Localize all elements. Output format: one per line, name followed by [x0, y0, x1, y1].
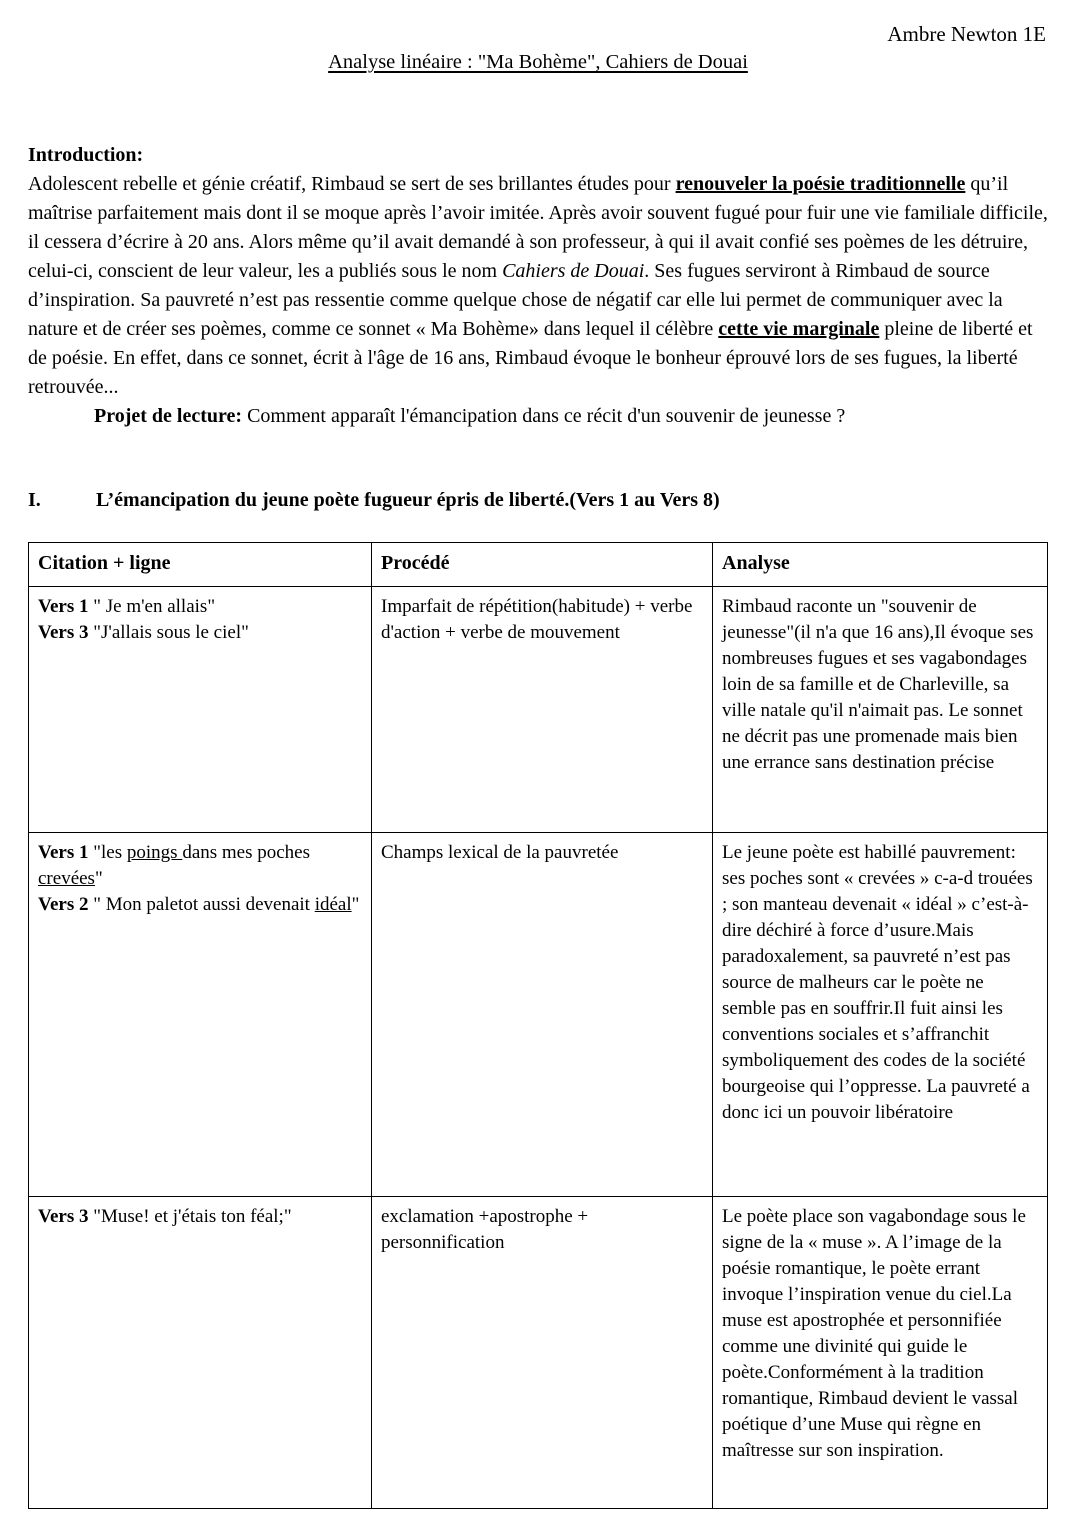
table-row-vers1-3 — [29, 587, 1048, 833]
analyse-cell: Le poète place son vagabondage sous le signe de la « muse ». A l’image de la poésie romantique, le poète errant invoque l’inspiration venue du ciel.La muse est apostrophée et personnifiée comme une divinité qui guide le poète.Conformément à la tradition romantique, Rimbaud devient le vassal poétique d’une Muse qui règne en maîtresse sur son inspiration. — [713, 1197, 1048, 1509]
table-row-muse — [29, 1197, 1048, 1509]
citation-cell: Vers 3 "Muse! et j'étais ton féal;" — [29, 1197, 372, 1509]
analysis-table — [28, 542, 1048, 1509]
section-1-numeral: I. — [28, 489, 41, 511]
column-header-citation: Citation + ligne — [29, 543, 372, 587]
section-1-heading — [28, 486, 1048, 515]
author-name: Ambre Newton 1E — [887, 22, 1046, 46]
table-header-row — [29, 543, 1048, 587]
procede-cell: exclamation +apostrophe + personnification — [372, 1197, 713, 1509]
projet-de-lecture-line: Projet de lecture: Comment apparaît l'émancipation dans ce récit d'un souvenir de jeunesse ? — [94, 405, 846, 427]
column-header-analyse: Analyse — [713, 543, 1048, 587]
procede-cell: Imparfait de répétition(habitude) + verbe d'action + verbe de mouvement — [372, 587, 713, 833]
introduction-section — [28, 141, 1048, 460]
document-title: Analyse linéaire : "Ma Bohème", Cahiers de Douai — [328, 51, 748, 73]
analyse-cell: Le jeune poète est habillé pauvrement: ses poches sont « crevées » c-a-d trouées ; son manteau devenait « idéal » c’est-à-dire déchiré à force d’usure.Mais paradoxalement, sa pauvreté n’est pas source de malheurs car le poète ne semble pas en souffrir.Il fuit ainsi les conventions sociales et s’affranchit symboliquement des codes de la société bourgeoise qui l’oppresse. La pauvreté a donc ici un pouvoir libératoire — [713, 833, 1048, 1197]
analyse-cell: Rimbaud raconte un "souvenir de jeunesse"(il n'a que 16 ans),Il évoque ses nombreuses fugues et ses vagabondages loin de sa famille et de Charleville, sa ville natale qu'il n'aimait pas. Le sonnet ne décrit pas une promenade mais bien une errance sans destination précise — [713, 587, 1048, 833]
introduction-heading: Introduction: — [28, 144, 144, 166]
table-row-pauvrete — [29, 833, 1048, 1197]
citation-cell: Vers 1 " Je m'en allais" Vers 3 "J'allais sous le ciel" — [29, 587, 372, 833]
procede-cell: Champs lexical de la pauvretée — [372, 833, 713, 1197]
section-1-title: L’émancipation du jeune poète fugueur épris de liberté.(Vers 1 au Vers 8) — [96, 489, 720, 511]
column-header-procede: Procédé — [372, 543, 713, 587]
introduction-paragraph: Adolescent rebelle et génie créatif, Rimbaud se sert de ses brillantes études pour renouveler la poésie traditionnelle qu’il maîtrise parfaitement mais dont il se moque après l’avoir imitée. Après avoir souvent fugué pour fuir une vie familiale difficile, il cessera d’écrire à 20 ans. Alors même qu’il avait demandé à son professeur, à qui il avait confié ses poèmes de les détruire, celui-ci, conscient de leur valeur, les a publiés sous le nom Cahiers de Douai. Ses fugues serviront à Rimbaud de source d’inspiration. Sa pauvreté n’est pas ressentie comme quelque chose de négatif car elle lui permet de communiquer avec la nature et de créer ses poèmes, comme ce sonnet « Ma Bohème» dans lequel il célèbre cette vie marginale pleine de liberté et de poésie. En effet, dans ce sonnet, écrit à l'âge de 16 ans, Rimbaud évoque le bonheur éprouvé lors de ses fugues, la liberté retrouvée... — [28, 173, 1048, 398]
citation-cell: Vers 1 "les poings dans mes poches crevées" Vers 2 " Mon paletot aussi devenait idéal" — [29, 833, 372, 1197]
